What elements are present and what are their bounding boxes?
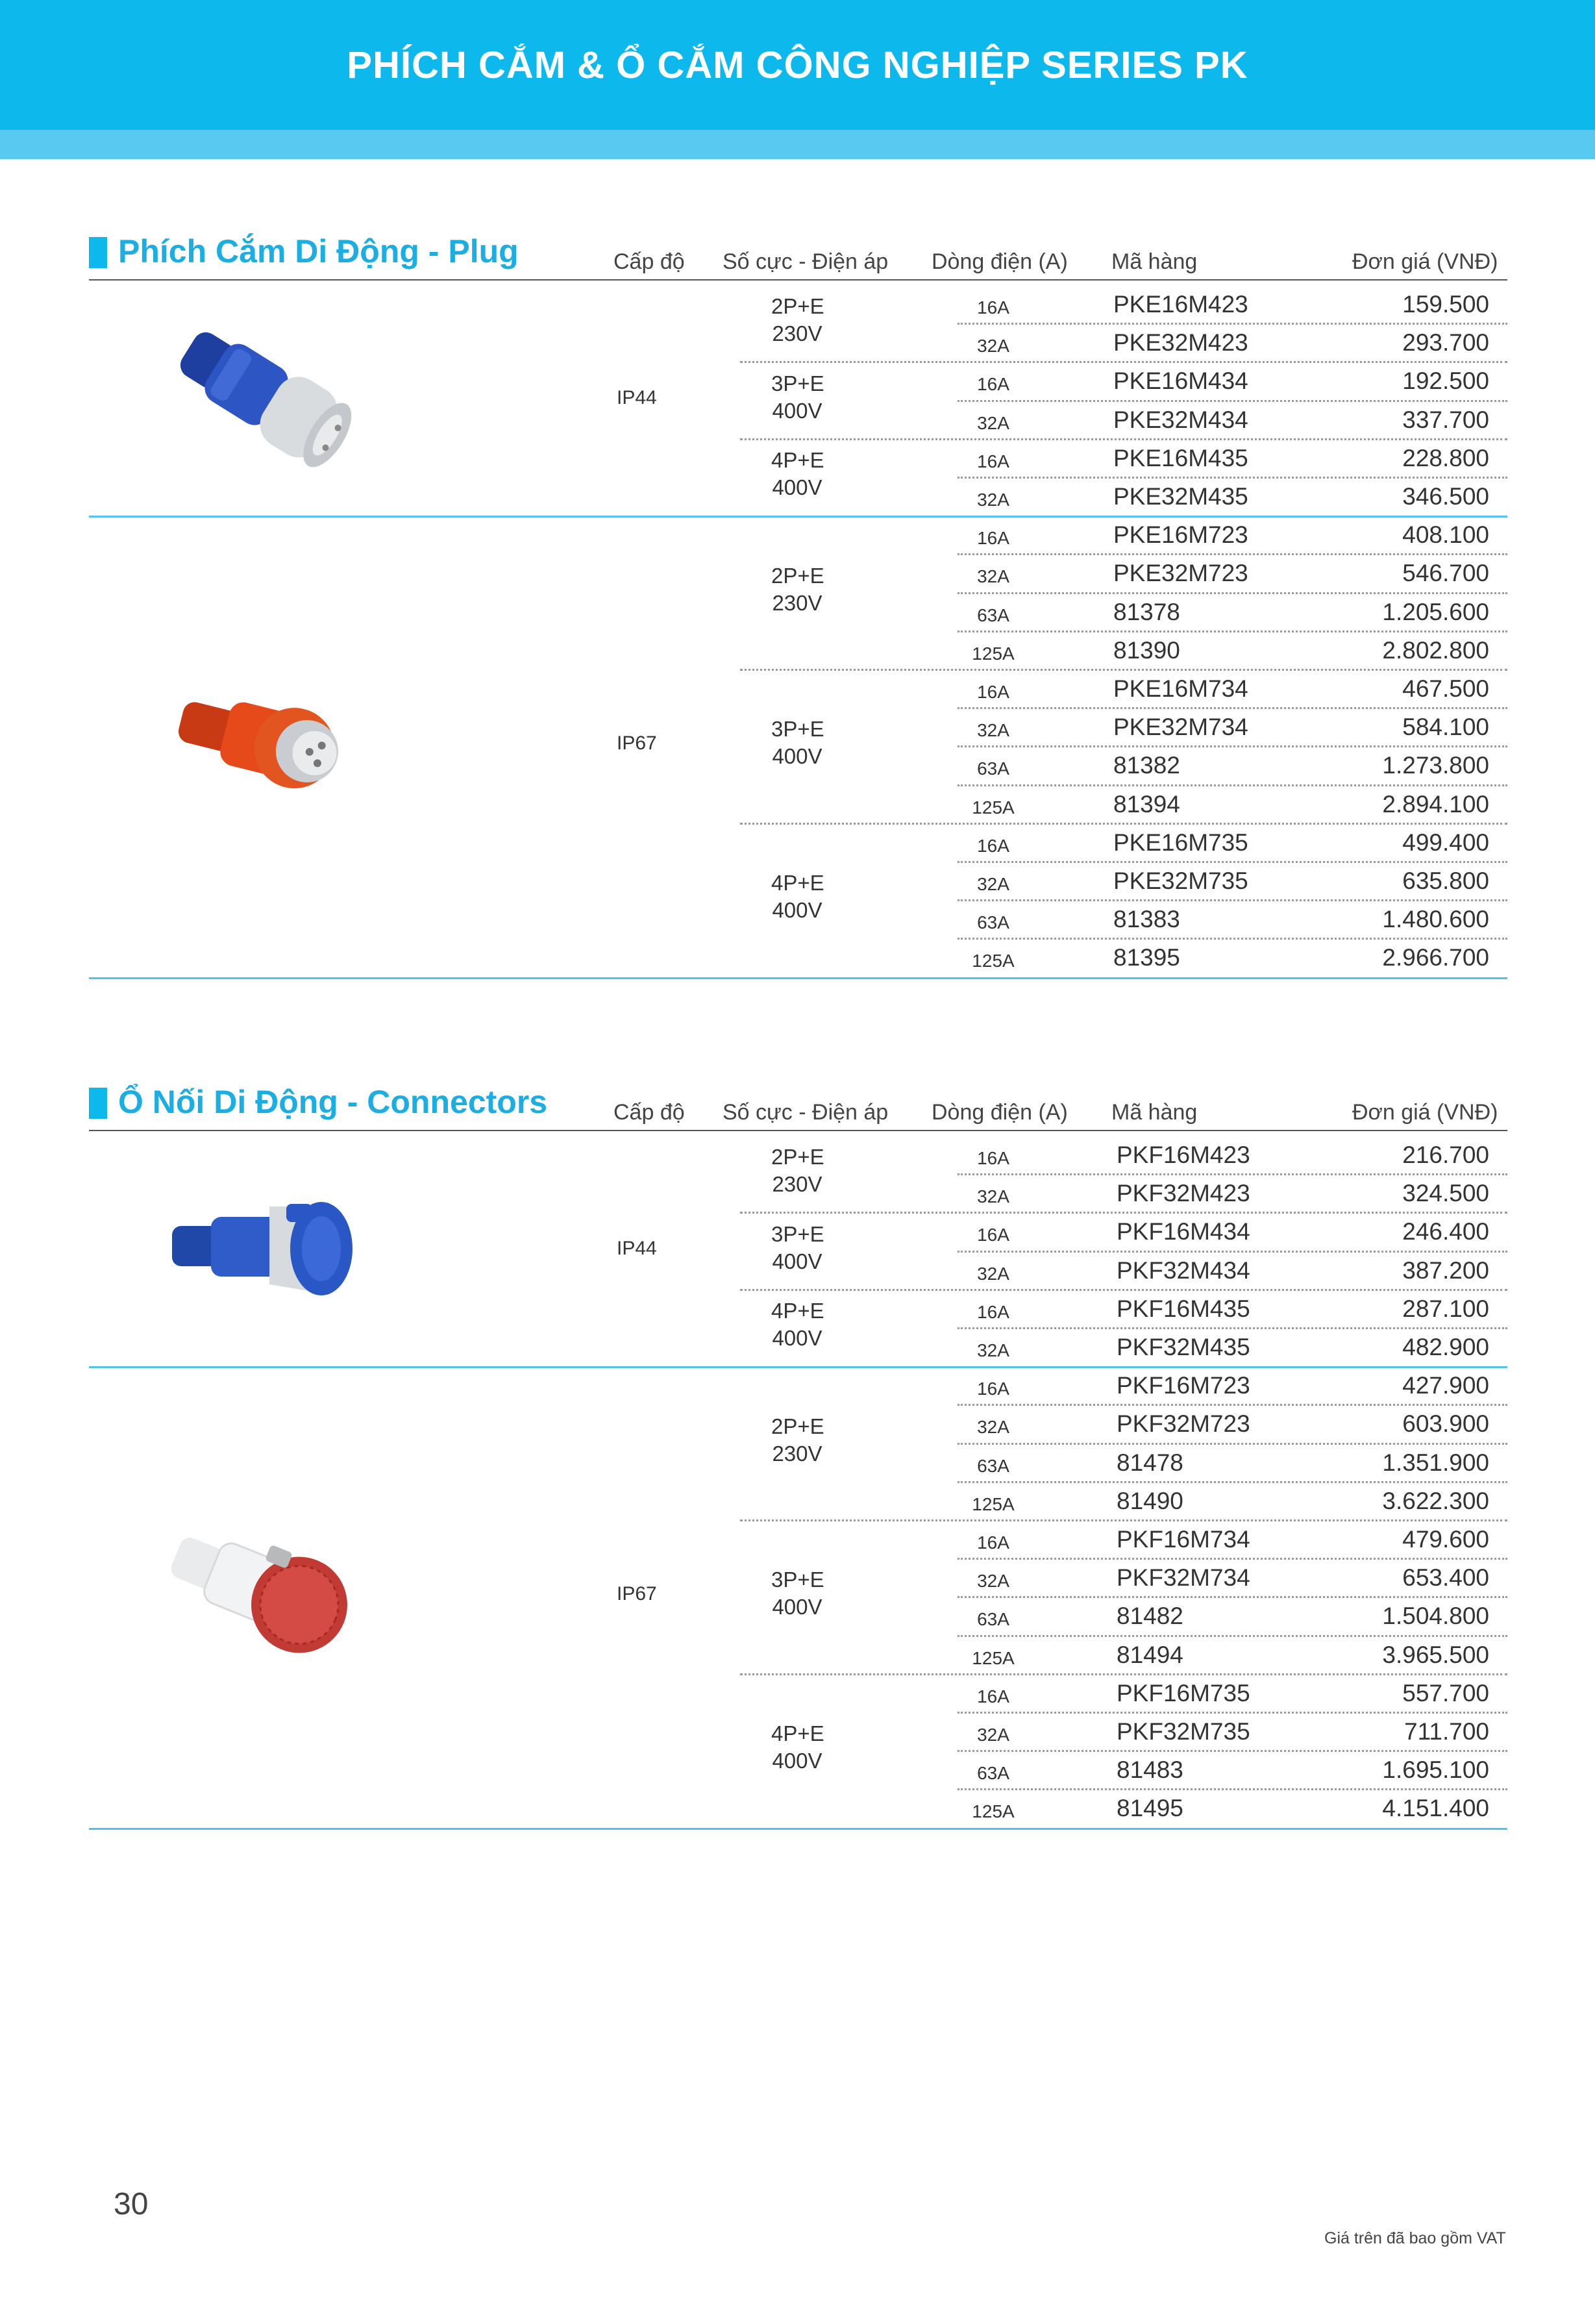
unit-price: 427.900 xyxy=(1402,1372,1489,1399)
header-code: Mã hàng xyxy=(1111,1100,1198,1125)
row-divider xyxy=(740,1289,1507,1291)
pole-voltage-label xyxy=(771,1720,823,1775)
row-divider xyxy=(958,861,1507,863)
section-title: Phích Cắm Di Động - Plug xyxy=(118,233,519,269)
product-code: PKF32M723 xyxy=(1117,1410,1250,1438)
row-divider xyxy=(958,1712,1507,1714)
voltage: 400V xyxy=(772,1595,822,1619)
row-divider xyxy=(958,477,1507,479)
pole-voltage-label xyxy=(771,1297,823,1352)
product-code: PKE16M734 xyxy=(1113,675,1248,702)
pole-count: 3P+E xyxy=(771,1221,824,1246)
current-rating: 63A xyxy=(977,1609,1009,1630)
product-code: PKF16M423 xyxy=(1117,1142,1250,1168)
unit-price: 408.100 xyxy=(1402,521,1489,549)
header-poles: Số cực - Điện áp xyxy=(723,1100,889,1125)
unit-price: 546.700 xyxy=(1402,560,1489,587)
current-rating: 63A xyxy=(977,1455,1009,1476)
current-rating: 125A xyxy=(972,1493,1015,1514)
current-rating: 125A xyxy=(972,797,1015,818)
product-code: 81390 xyxy=(1113,636,1180,664)
row-divider xyxy=(958,1173,1507,1175)
section-title: Ổ Nối Di Động - Connectors xyxy=(118,1084,548,1120)
group-divider xyxy=(89,516,1507,518)
unit-price: 216.700 xyxy=(1402,1142,1489,1168)
voltage: 230V xyxy=(772,1441,822,1466)
row-divider xyxy=(958,553,1507,555)
product-code: PKF16M435 xyxy=(1117,1295,1250,1322)
product-code: PKF32M435 xyxy=(1117,1334,1250,1360)
current-rating: 16A xyxy=(977,1225,1009,1245)
product-code: 81378 xyxy=(1113,598,1180,625)
product-code: PKF16M723 xyxy=(1117,1372,1250,1399)
current-rating: 125A xyxy=(972,1647,1015,1668)
unit-price: 4.151.400 xyxy=(1382,1795,1489,1822)
unit-price: 482.900 xyxy=(1402,1334,1489,1360)
header-poles: Số cực - Điện áp xyxy=(723,249,889,274)
row-divider xyxy=(958,784,1507,786)
product-code: PKE16M434 xyxy=(1113,368,1248,395)
pole-voltage-label xyxy=(771,1143,823,1198)
header-current: Dòng điện (A) xyxy=(932,1100,1068,1125)
row-divider xyxy=(958,400,1507,402)
current-rating: 16A xyxy=(977,1301,1009,1322)
unit-price: 499.400 xyxy=(1402,829,1489,856)
unit-price: 653.400 xyxy=(1402,1564,1489,1592)
voltage: 400V xyxy=(772,744,822,769)
product-code: 81382 xyxy=(1113,752,1180,779)
unit-price: 324.500 xyxy=(1402,1180,1489,1207)
row-divider xyxy=(740,438,1507,440)
current-rating: 16A xyxy=(977,1686,1009,1706)
current-rating: 16A xyxy=(977,1532,1009,1553)
unit-price: 2.966.700 xyxy=(1382,944,1489,971)
blue-connector-icon xyxy=(159,1181,367,1314)
header-level: Cấp độ xyxy=(613,1100,685,1125)
current-rating: 32A xyxy=(977,874,1009,894)
product-code: 81478 xyxy=(1117,1449,1183,1476)
unit-price: 2.802.800 xyxy=(1382,636,1489,664)
current-rating: 63A xyxy=(977,912,1009,933)
header-rule xyxy=(89,1130,1507,1131)
current-rating: 32A xyxy=(977,1571,1009,1592)
row-divider xyxy=(740,669,1507,671)
current-rating: 63A xyxy=(977,758,1009,779)
voltage: 230V xyxy=(772,321,822,346)
unit-price: 603.900 xyxy=(1402,1410,1489,1438)
current-rating: 125A xyxy=(972,643,1015,664)
row-divider xyxy=(740,1519,1507,1521)
product-code: PKF32M434 xyxy=(1117,1256,1250,1284)
pole-voltage-label xyxy=(771,869,823,924)
pole-count: 2P+E xyxy=(771,1145,824,1169)
product-code: PKE16M735 xyxy=(1113,829,1248,856)
row-divider xyxy=(958,899,1507,901)
product-code: PKF32M734 xyxy=(1117,1564,1250,1592)
row-divider xyxy=(958,1443,1507,1445)
voltage: 400V xyxy=(772,1249,822,1273)
unit-price: 1.480.600 xyxy=(1382,906,1489,933)
current-rating: 16A xyxy=(977,682,1009,702)
pole-count: 4P+E xyxy=(771,1299,824,1323)
unit-price: 192.500 xyxy=(1402,368,1489,395)
unit-price: 387.200 xyxy=(1402,1256,1489,1284)
pole-voltage-label xyxy=(771,1221,823,1275)
vat-footnote: Giá trên đã bao gồm VAT xyxy=(1324,2229,1506,2247)
current-rating: 16A xyxy=(977,1148,1009,1168)
unit-price: 479.600 xyxy=(1402,1526,1489,1553)
unit-price: 293.700 xyxy=(1402,329,1489,356)
product-code: 81395 xyxy=(1113,944,1180,971)
unit-price: 2.894.100 xyxy=(1382,790,1489,818)
row-divider xyxy=(958,1251,1507,1253)
group-divider xyxy=(89,1366,1507,1368)
voltage: 400V xyxy=(772,398,822,423)
product-code: PKE32M423 xyxy=(1113,329,1248,356)
current-rating: 125A xyxy=(972,1801,1015,1822)
unit-price: 287.100 xyxy=(1402,1295,1489,1322)
product-code: PKE32M735 xyxy=(1113,868,1248,894)
section-marker xyxy=(89,237,107,268)
current-rating: 16A xyxy=(977,835,1009,856)
pole-count: 4P+E xyxy=(771,871,824,895)
current-rating: 32A xyxy=(977,1725,1009,1745)
row-divider xyxy=(958,592,1507,594)
product-code: 81495 xyxy=(1117,1795,1183,1822)
current-rating: 32A xyxy=(977,490,1009,510)
product-code: 81483 xyxy=(1117,1756,1183,1784)
current-rating: 32A xyxy=(977,566,1009,587)
red-connector-icon xyxy=(162,1510,364,1675)
unit-price: 346.500 xyxy=(1402,483,1489,510)
header-rule xyxy=(89,279,1507,281)
current-rating: 63A xyxy=(977,1763,1009,1784)
row-divider xyxy=(958,1788,1507,1790)
group-divider xyxy=(89,1828,1507,1830)
current-rating: 32A xyxy=(977,1186,1009,1207)
current-rating: 32A xyxy=(977,1263,1009,1284)
current-rating: 32A xyxy=(977,1340,1009,1360)
row-divider xyxy=(740,361,1507,363)
row-divider xyxy=(958,631,1507,632)
current-rating: 16A xyxy=(977,1379,1009,1399)
current-rating: 16A xyxy=(977,451,1009,471)
header-code: Mã hàng xyxy=(1111,249,1198,274)
current-rating: 16A xyxy=(977,374,1009,395)
product-code: PKE32M435 xyxy=(1113,483,1248,510)
unit-price: 711.700 xyxy=(1404,1718,1489,1745)
header-level: Cấp độ xyxy=(613,249,685,274)
pole-count: 2P+E xyxy=(771,1414,824,1438)
current-rating: 16A xyxy=(977,297,1009,318)
current-rating: 32A xyxy=(977,412,1009,433)
row-divider xyxy=(958,1404,1507,1406)
unit-price: 1.273.800 xyxy=(1382,752,1489,779)
group-divider xyxy=(89,977,1507,979)
unit-price: 635.800 xyxy=(1402,868,1489,894)
unit-price: 337.700 xyxy=(1402,406,1489,433)
row-divider xyxy=(740,1673,1507,1675)
row-divider xyxy=(958,745,1507,747)
pole-voltage-label xyxy=(771,716,823,770)
row-divider xyxy=(958,1750,1507,1752)
row-divider xyxy=(958,1558,1507,1560)
section-marker xyxy=(89,1088,107,1119)
product-code: PKE32M723 xyxy=(1113,560,1248,587)
voltage: 400V xyxy=(772,475,822,499)
pole-count: 3P+E xyxy=(771,1568,824,1592)
current-rating: 32A xyxy=(977,336,1009,356)
row-divider xyxy=(740,823,1507,825)
unit-price: 1.205.600 xyxy=(1382,598,1489,625)
pole-count: 4P+E xyxy=(771,1721,824,1746)
row-divider xyxy=(958,1327,1507,1329)
unit-price: 246.400 xyxy=(1402,1218,1489,1245)
unit-price: 557.700 xyxy=(1402,1679,1489,1706)
product-code: PKF16M734 xyxy=(1117,1526,1250,1553)
product-code: 81490 xyxy=(1117,1487,1183,1514)
voltage: 400V xyxy=(772,1326,822,1350)
product-code: PKE16M723 xyxy=(1113,521,1248,549)
product-code: 81394 xyxy=(1113,790,1180,818)
unit-price: 1.351.900 xyxy=(1382,1449,1489,1476)
voltage: 230V xyxy=(772,590,822,615)
pole-voltage-label xyxy=(771,562,823,617)
page-number: 30 xyxy=(114,2187,149,2221)
voltage: 230V xyxy=(772,1172,822,1197)
row-divider xyxy=(958,707,1507,709)
product-code: PKE32M434 xyxy=(1113,406,1248,433)
voltage: 400V xyxy=(772,898,822,923)
unit-price: 1.695.100 xyxy=(1382,1756,1489,1784)
unit-price: 584.100 xyxy=(1402,714,1489,741)
unit-price: 228.800 xyxy=(1402,444,1489,471)
product-code: PKE16M435 xyxy=(1113,444,1248,471)
unit-price: 1.504.800 xyxy=(1382,1603,1489,1630)
pole-count: 2P+E xyxy=(771,294,824,319)
current-rating: 16A xyxy=(977,528,1009,549)
pole-voltage-label xyxy=(771,447,823,501)
unit-price: 159.500 xyxy=(1402,291,1489,318)
pole-voltage-label xyxy=(771,1413,823,1468)
product-code: 81383 xyxy=(1113,906,1180,933)
protection-level: IP44 xyxy=(617,1237,657,1259)
blue-plug-icon xyxy=(156,310,370,482)
product-code: PKF32M423 xyxy=(1117,1180,1250,1207)
unit-price: 3.622.300 xyxy=(1382,1487,1489,1514)
current-rating: 63A xyxy=(977,605,1009,625)
pole-count: 4P+E xyxy=(771,448,824,472)
row-divider xyxy=(958,1481,1507,1483)
product-code: PKE32M734 xyxy=(1113,714,1248,741)
row-divider xyxy=(958,1596,1507,1598)
pole-voltage-label xyxy=(771,293,823,347)
unit-price: 3.965.500 xyxy=(1382,1641,1489,1668)
product-code: 81482 xyxy=(1117,1603,1183,1630)
product-code: PKE16M423 xyxy=(1113,291,1248,318)
pole-voltage-label xyxy=(771,1566,823,1621)
row-divider xyxy=(958,323,1507,325)
red-plug-icon xyxy=(166,669,360,815)
pole-voltage-label xyxy=(771,370,823,425)
protection-level: IP67 xyxy=(617,732,657,755)
pole-count: 3P+E xyxy=(771,717,824,742)
product-code: 81494 xyxy=(1117,1641,1183,1668)
row-divider xyxy=(958,938,1507,940)
voltage: 400V xyxy=(772,1749,822,1773)
protection-level: IP44 xyxy=(617,386,657,408)
pole-count: 3P+E xyxy=(771,371,824,395)
product-code: PKF16M735 xyxy=(1117,1679,1250,1706)
protection-level: IP67 xyxy=(617,1583,657,1605)
header-current: Dòng điện (A) xyxy=(932,249,1068,274)
product-code: PKF32M735 xyxy=(1117,1718,1250,1745)
unit-price: 467.500 xyxy=(1402,675,1489,702)
product-code: PKF16M434 xyxy=(1117,1218,1250,1245)
current-rating: 125A xyxy=(972,951,1015,971)
row-divider xyxy=(958,1635,1507,1637)
page-title: PHÍCH CẮM & Ổ CẮM CÔNG NGHIỆP SERIES PK xyxy=(347,44,1248,86)
row-divider xyxy=(740,1212,1507,1214)
header-price: Đơn giá (VNĐ) xyxy=(1352,249,1498,274)
page-banner xyxy=(0,0,1595,130)
pole-count: 2P+E xyxy=(771,563,824,588)
banner-strip xyxy=(0,130,1595,159)
current-rating: 32A xyxy=(977,1417,1009,1438)
current-rating: 32A xyxy=(977,720,1009,741)
header-price: Đơn giá (VNĐ) xyxy=(1352,1100,1498,1125)
